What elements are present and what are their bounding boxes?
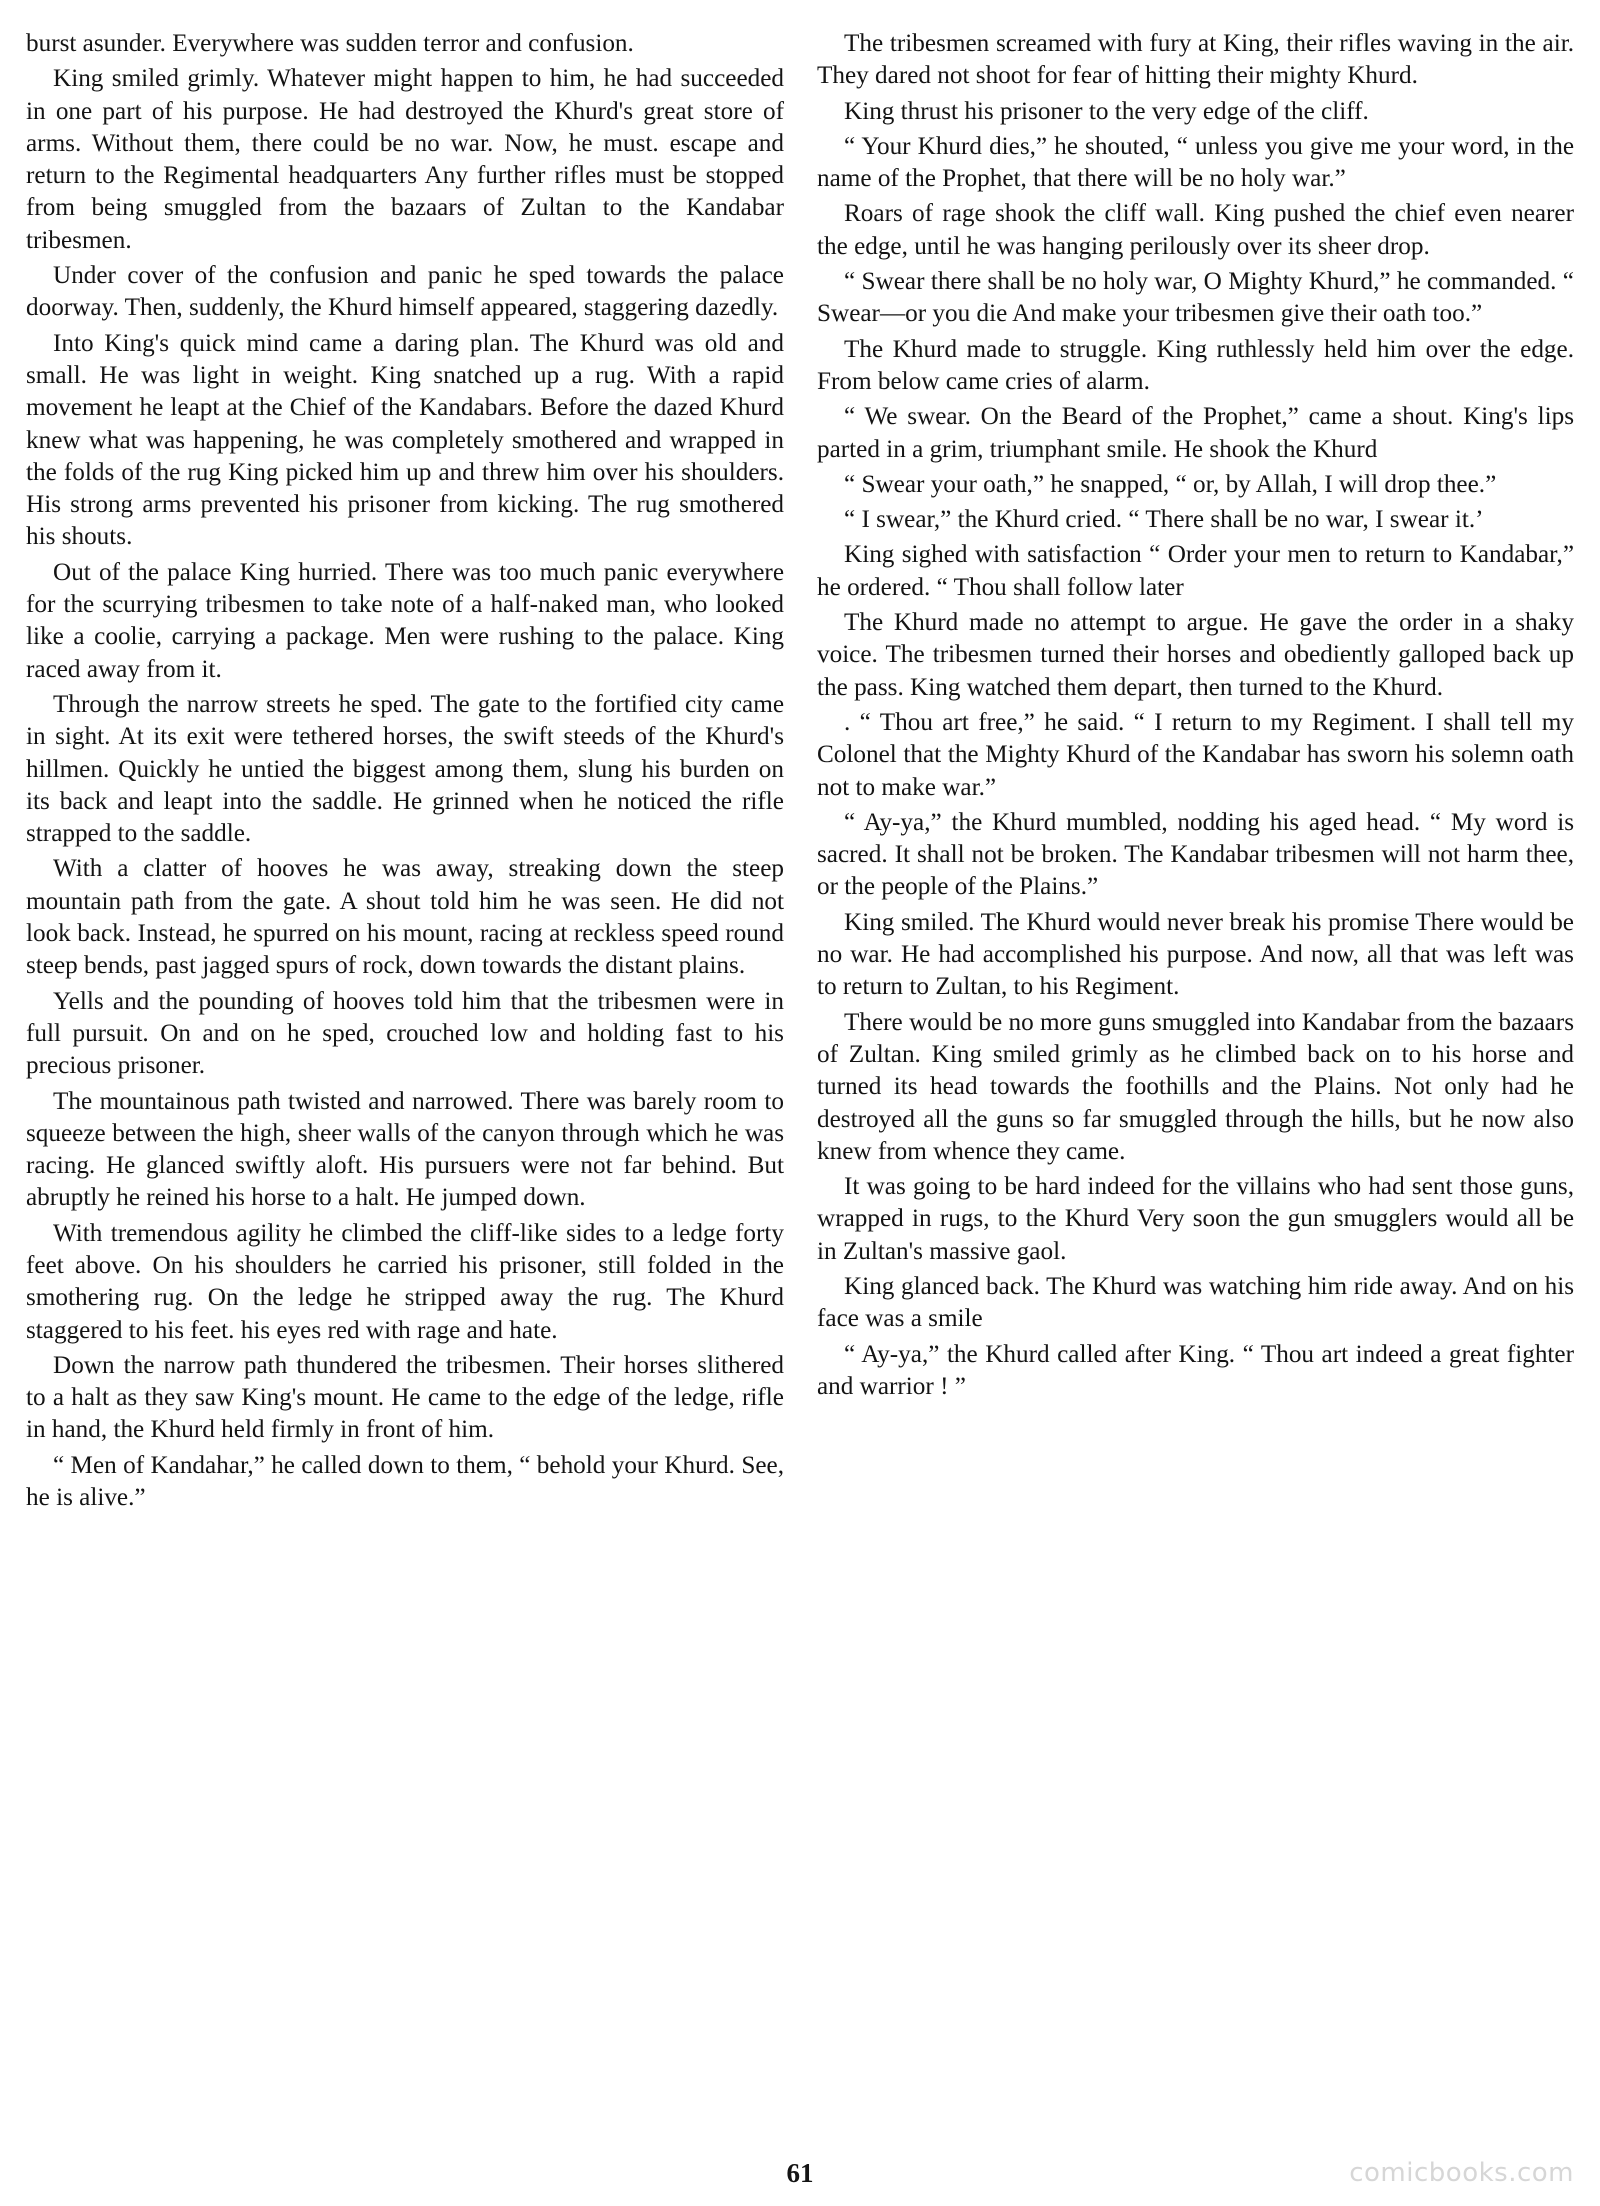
paragraph: Into King's quick mind came a daring plan. The Khurd was old and small. He was light in weight. King snatched up a rug. With a rapid movement he leapt at the Chief of the Kandabars. Before the dazed Khurd knew what was happening, he was completely smothered and wrapped in the folds of the rug King picked him up and threw him over his shoulders. His strong arms prevented his prisoner from kicking. The rug smothered his shouts. xyxy=(26,329,784,551)
paragraph: Roars of rage shook the cliff wall. King pushed the chief even nearer the edge, until he was hanging perilously over its sheer drop. xyxy=(817,200,1574,260)
paragraph: . “ Thou art free,” he said. “ I return to my Regiment. I shall tell my Colonel that the Mighty Khurd of the Kandabar has sworn his solemn oath not to make war.” xyxy=(817,708,1574,801)
paragraph: Yells and the pounding of hooves told him that the tribesmen were in full pursuit. On and on he sped, crouched low and holding fast to his precious prisoner. xyxy=(26,987,784,1080)
paragraph: burst asunder. Everywhere was sudden terror and confusion. xyxy=(26,30,634,57)
paragraph: “ Men of Kandahar,” he called down to them, “ behold your Khurd. See, he is alive.” xyxy=(26,1451,784,1512)
left-column xyxy=(26,28,784,1517)
paragraph: “ Ay-ya,” the Khurd called after King. “ Thou art indeed a great fighter and warrior ! ” xyxy=(817,1340,1574,1400)
paragraph: King smiled grimly. Whatever might happen to him, he had succeeded in one part of his purpose. He had destroyed the Khurd's great store of arms. Without them, there could be no war. Now, he must. escape and return to the Regimental headquarters Any further rifles must be stopped from being smuggled from the bazaars of Zultan to the Kandabar tribesmen. xyxy=(26,65,784,254)
paragraph: The tribesmen screamed with fury at King, their rifles waving in the air. They dared not shoot for fear of hitting their mighty Khurd. xyxy=(817,30,1574,90)
right-column xyxy=(817,28,1574,1406)
paragraph: There would be no more guns smuggled into Kandabar from the bazaars of Zultan. King smiled grimly as he climbed back on to his horse and turned its head towards the foothills and the Plains. Not only had he destroyed all the guns so far smuggled through the hills, but he now also knew from whence they came. xyxy=(817,1008,1574,1165)
paragraph: “ Swear there shall be no holy war, O Mighty Khurd,” he commanded. “ Swear—or you die And make your tribesmen give their oath too.” xyxy=(817,268,1574,328)
paragraph: “ Your Khurd dies,” he shouted, “ unless you give me your word, in the name of the Prophet, that there will be no holy war.” xyxy=(817,132,1574,193)
paragraph: Down the narrow path thundered the tribesmen. Their horses slithered to a halt as they saw King's mount. He came to the edge of the ledge, rifle in hand, the Khurd held firmly in front of him. xyxy=(26,1351,784,1444)
paragraph: “ I swear,” the Khurd cried. “ There shall be no war, I swear it.’ xyxy=(844,506,1484,534)
page-number: 61 xyxy=(786,2158,814,2188)
paragraph: It was going to be hard indeed for the villains who had sent those guns, wrapped in rugs, to the Khurd Very soon the gun smugglers would all be in Zultan's massive gaol. xyxy=(817,1173,1574,1265)
paragraph: “ Ay-ya,” the Khurd mumbled, nodding his aged head. “ My word is sacred. It shall not be broken. The Kandabar tribesmen will not harm thee, or the people of the Plains.” xyxy=(817,808,1574,901)
paragraph: With a clatter of hooves he was away, streaking down the steep mountain path from the gate. A shout told him he was seen. He did not look back. Instead, he spurred on his mount, racing at reckless speed round steep bends, past jagged spurs of rock, down towards the distant plains. xyxy=(26,855,784,980)
paragraph: King glanced back. The Khurd was watching him ride away. And on his face was a smile xyxy=(817,1272,1574,1333)
paragraph: King sighed with satisfaction “ Order your men to return to Kandabar,” he ordered. “ Thou shall follow later xyxy=(817,541,1574,601)
paragraph: With tremendous agility he climbed the cliff-like sides to a ledge forty feet above. On his shoulders he carried his prisoner, still folded in the smothering rug. On the ledge he stripped away the rug. The Khurd staggered to his feet. his eyes red with rage and hate. xyxy=(26,1219,784,1344)
paragraph: “ Swear your oath,” he snapped, “ or, by Allah, I will drop thee.” xyxy=(844,470,1497,498)
paragraph: King thrust his prisoner to the very edge of the cliff. xyxy=(844,97,1369,125)
paragraph: The Khurd made to struggle. King ruthlessly held him over the edge. From below came cries of alarm. xyxy=(817,335,1574,395)
paragraph: Under cover of the confusion and panic he sped towards the palace doorway. Then, suddenly, the Khurd himself appeared, staggering dazedly. xyxy=(26,262,784,322)
watermark: comicbooks.com xyxy=(1349,2158,1574,2188)
paragraph: Through the narrow streets he sped. The gate to the fortified city came in sight. At its exit were tethered horses, the swift steeds of the Khurd's hillmen. Quickly he untied the biggest among them, slung his burden on its back and leapt into the saddle. He grinned when he noticed the rifle strapped to the saddle. xyxy=(26,690,784,848)
paragraph: “ We swear. On the Beard of the Prophet,” came a shout. King's lips parted in a grim, triumphant smile. He shook the Khurd xyxy=(817,403,1574,463)
paragraph: King smiled. The Khurd would never break his promise There would be no war. He had accomplished his purpose. And now, all that was left was to return to Zultan, to his Regiment. xyxy=(817,908,1574,1001)
paragraph: Out of the palace King hurried. There was too much panic everywhere for the scurrying tribesmen to take note of a half-naked man, who looked like a coolie, carrying a package. Men were rushing to the palace. King raced away from it. xyxy=(26,558,784,683)
paragraph: The mountainous path twisted and narrowed. There was barely room to squeeze between the high, sheer walls of the canyon through which he was racing. He glanced swiftly aloft. His pursuers were not far behind. But abruptly he reined his horse to a halt. He jumped down. xyxy=(26,1087,784,1212)
paragraph: The Khurd made no attempt to argue. He gave the order in a shaky voice. The tribesmen turned their horses and obediently galloped back up the pass. King watched them depart, then turned to the Khurd. xyxy=(817,609,1574,701)
